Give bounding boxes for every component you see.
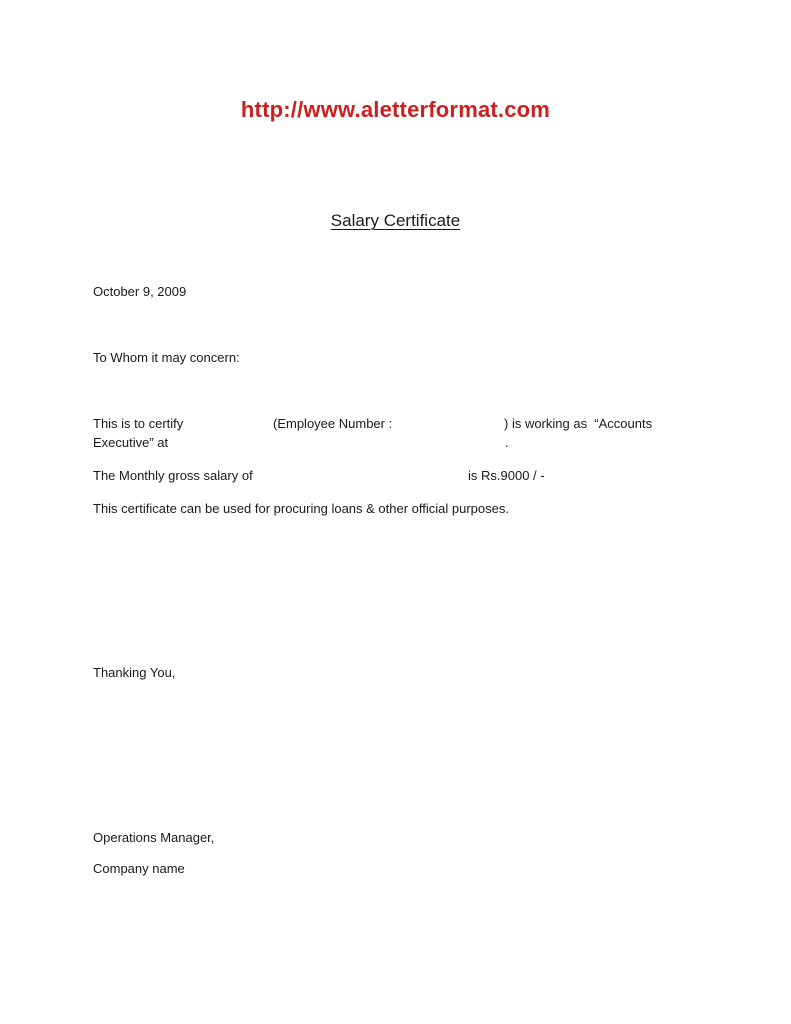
- certify-prefix: This is to certify: [93, 416, 184, 431]
- usage-note: This certificate can be used for procuring loans & other official purposes.: [93, 501, 509, 516]
- website-url-header[interactable]: http://www.aletterformat.com: [240, 97, 551, 122]
- salary-amount: is Rs.9000 / -: [468, 468, 545, 483]
- sentence-period: .: [505, 435, 509, 450]
- closing-remark: Thanking You,: [93, 665, 176, 680]
- letter-date: October 9, 2009: [93, 284, 187, 299]
- certificate-title: [0, 210, 791, 232]
- certificate-title-text: Salary Certificate: [330, 211, 461, 230]
- salary-prefix: The Monthly gross salary of: [93, 468, 253, 483]
- working-as-text: ) is working as “Accounts: [504, 416, 653, 431]
- position-continuation: Executive” at: [93, 435, 169, 450]
- employee-number-label: (Employee Number :: [273, 416, 393, 431]
- signatory-company: Company name: [93, 861, 185, 876]
- signatory-title: Operations Manager,: [93, 830, 215, 845]
- salutation: To Whom it may concern:: [93, 350, 240, 365]
